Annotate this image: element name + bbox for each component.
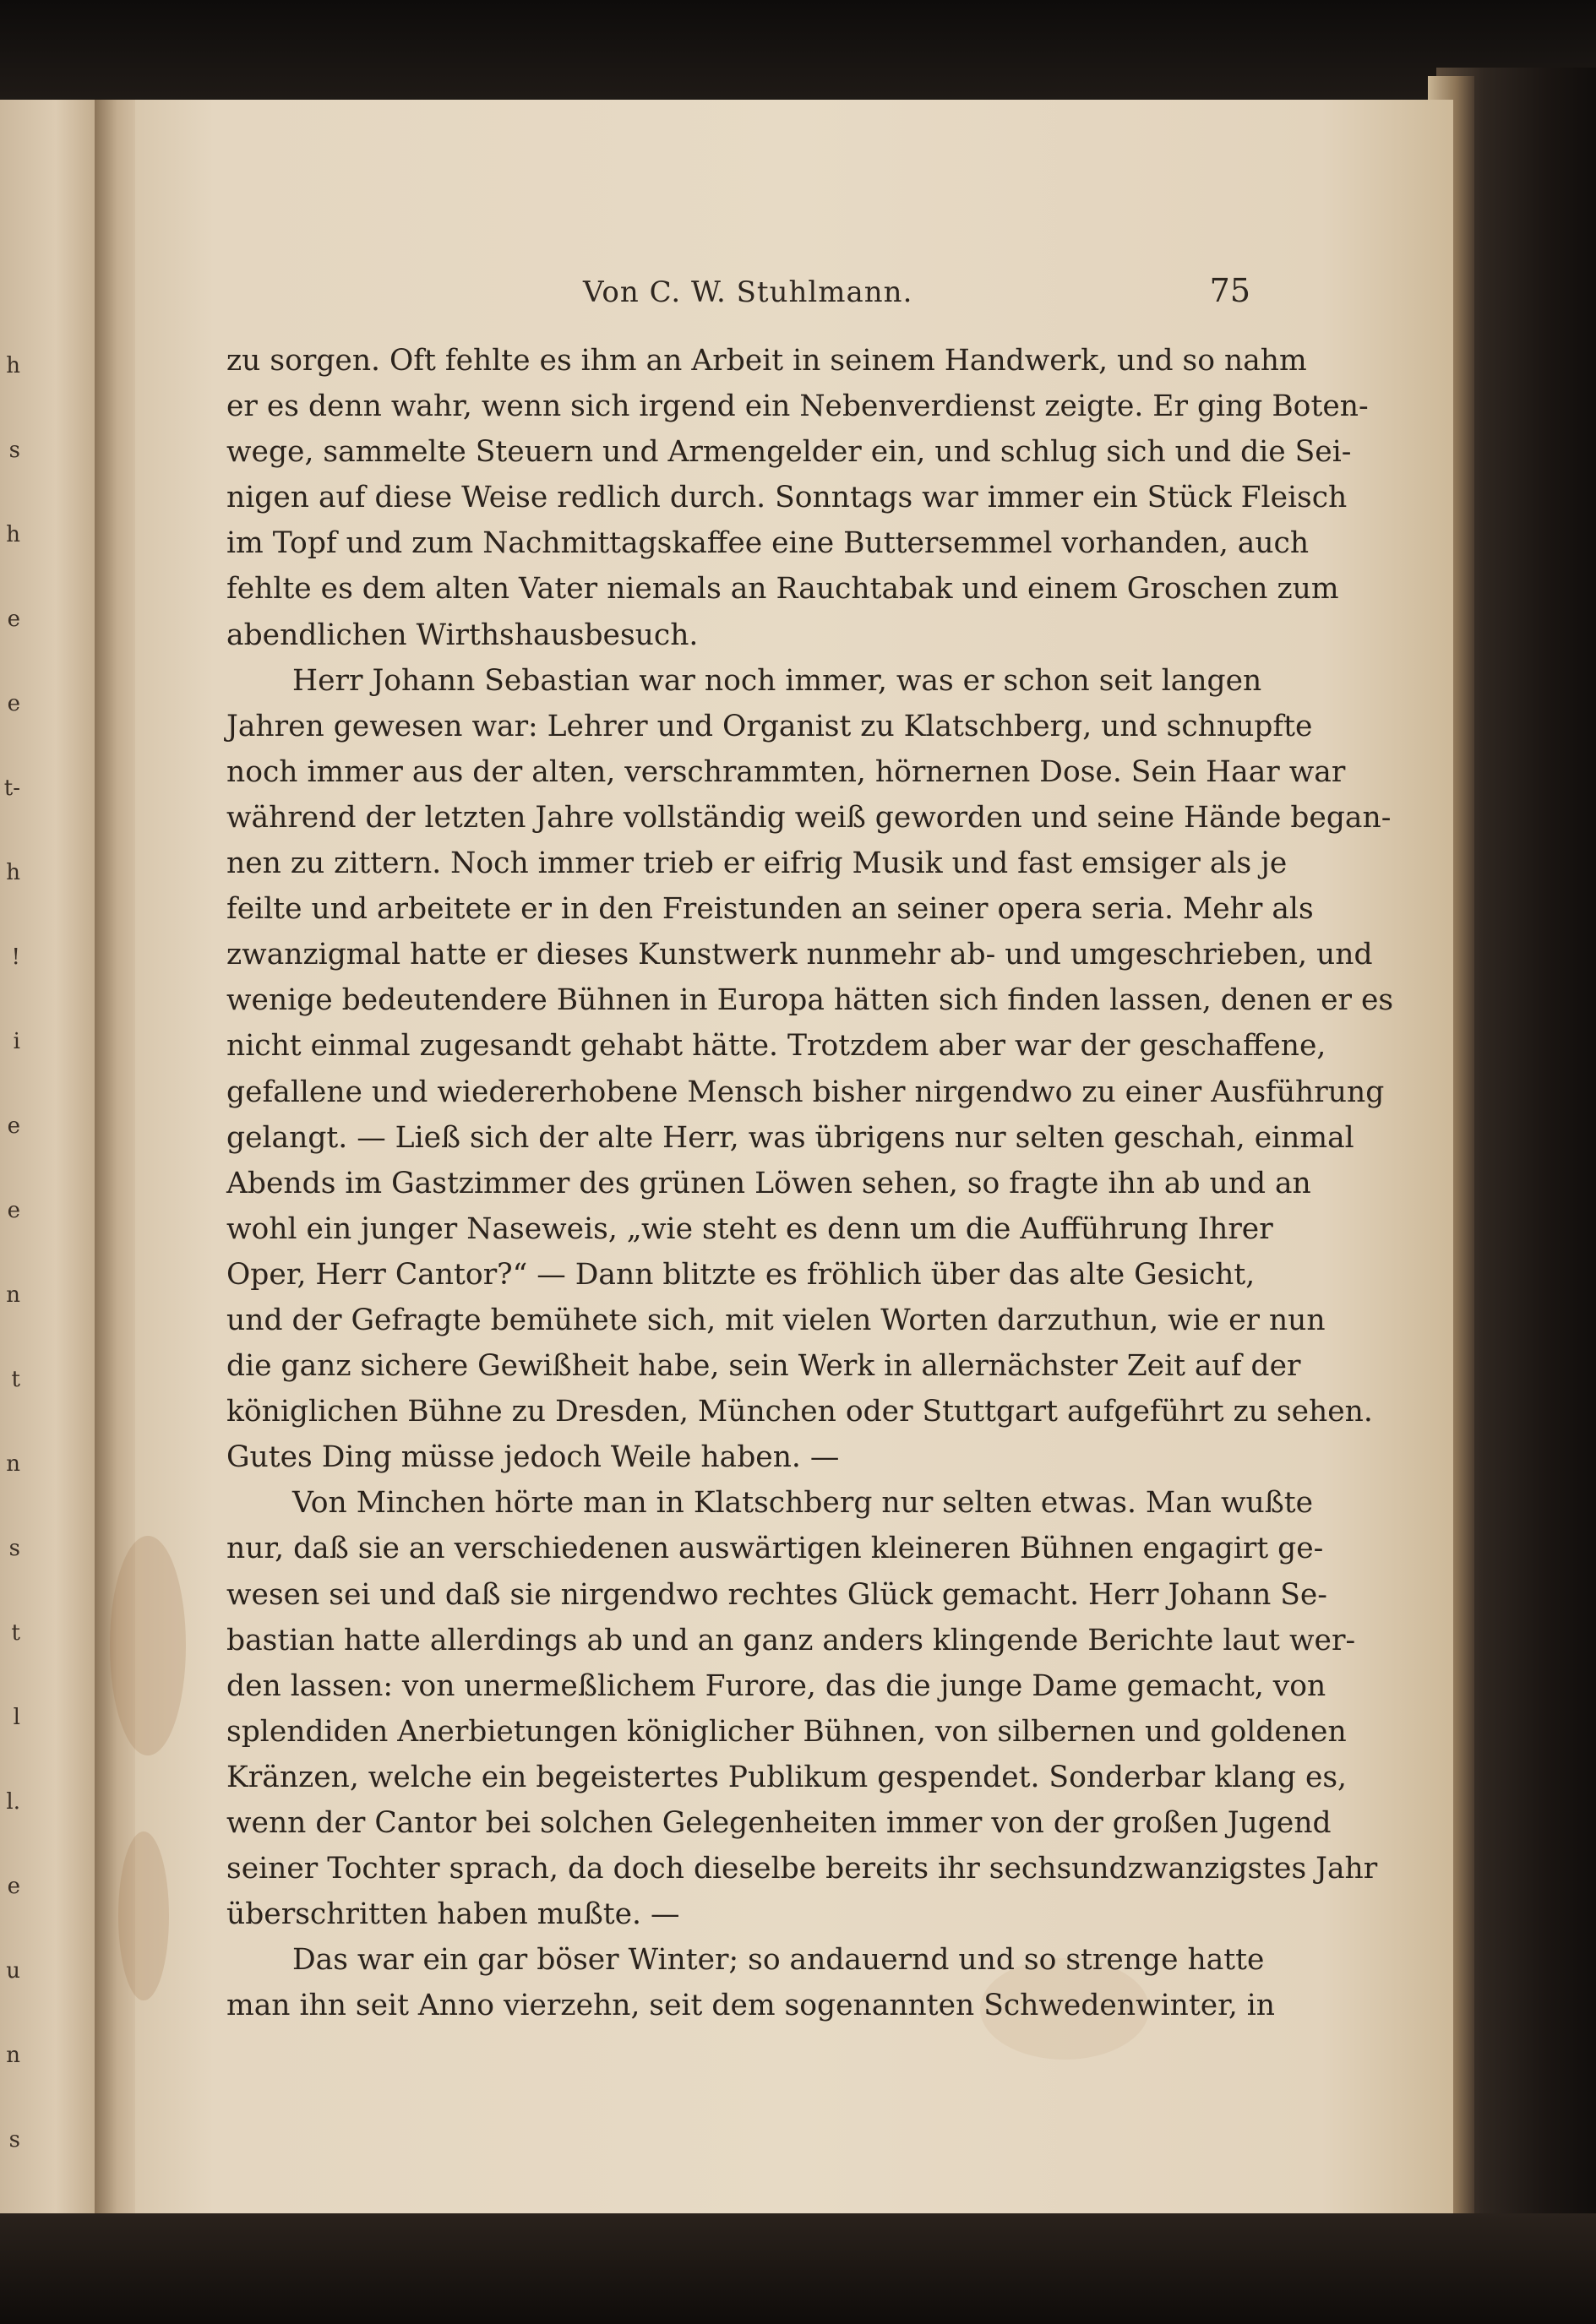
facing-page-fragment: ! — [11, 944, 20, 970]
facing-page-fragment: h — [6, 353, 20, 378]
facing-page-fragment: e — [7, 607, 20, 632]
facing-page-fragment: t- — [3, 776, 20, 801]
facing-page-fragment: n — [6, 1451, 20, 1477]
facing-page-fragment: s — [8, 1536, 20, 1561]
text-line: Gutes Ding müsse jedoch Weile haben. — — [226, 1440, 840, 1475]
facing-page-edge — [0, 100, 101, 2220]
text-line: Abends im Gastzimmer des grünen Löwen sehen, so fragte ihn ab und an — [226, 1166, 1311, 1200]
text-line: wesen sei und daß sie nirgendwo rechtes Glück gemacht. Herr Johann Se- — [226, 1577, 1327, 1612]
text-line: gelangt. — Ließ sich der alte Herr, was übrigens nur selten geschah, einmal — [226, 1120, 1354, 1155]
facing-page-fragment: s — [8, 2127, 20, 2153]
text-line: wohl ein junger Naseweis, „wie steht es denn um die Aufführung Ihrer — [226, 1211, 1273, 1246]
facing-page-fragment: u — [6, 1958, 20, 1984]
text-line: nigen auf diese Weise redlich durch. Sonntags war immer ein Stück Fleisch — [226, 481, 1348, 515]
body-text — [226, 338, 1394, 2028]
text-line: nur, daß sie an verschiedenen auswärtigen kleineren Bühnen engagirt ge- — [226, 1532, 1324, 1566]
facing-page-fragment: h — [6, 522, 20, 547]
facing-page-fragment: n — [6, 1282, 20, 1308]
text-line: bastian hatte allerdings ab und an ganz anders klingende Berichte laut wer- — [226, 1623, 1356, 1657]
background-bottom — [0, 2213, 1596, 2324]
facing-page-fragment: e — [7, 1874, 20, 1899]
text-line: wenn der Cantor bei solchen Gelegenheiten immer von der großen Jugend — [226, 1806, 1332, 1840]
running-head-title: Von C. W. Stuhlmann. — [583, 275, 913, 309]
stain — [118, 1831, 169, 2000]
text-line: königlichen Bühne zu Dresden, München oder Stuttgart aufgeführt zu sehen. — [226, 1395, 1373, 1429]
text-line: er es denn wahr, wenn sich irgend ein Nebenverdienst zeigte. Er ging Boten- — [226, 389, 1369, 424]
stain — [110, 1536, 186, 1755]
text-line: Jahren gewesen war: Lehrer und Organist zu Klatschberg, und schnupfte — [226, 709, 1313, 743]
text-line: feilte und arbeitete er in den Freistunden an seiner opera seria. Mehr als — [226, 892, 1314, 927]
text-line: abendlichen Wirthshausbesuch. — [226, 618, 699, 652]
facing-page-fragment: e — [7, 1198, 20, 1223]
facing-page-fragment: e — [7, 1113, 20, 1139]
text-line: nen zu zittern. Noch immer trieb er eifrig Musik und fast emsiger als je — [226, 846, 1288, 881]
facing-page-fragment: i — [13, 1029, 20, 1054]
text-line: Oper, Herr Cantor?“ — Dann blitzte es fröhlich über das alte Gesicht, — [226, 1257, 1256, 1292]
text-line: während der letzten Jahre vollständig weiß geworden und seine Hände began- — [226, 800, 1392, 835]
facing-page-fragment: h — [6, 860, 20, 885]
page-number: 75 — [1209, 272, 1250, 309]
text-line: überschritten haben mußte. — — [226, 1897, 680, 1932]
facing-page-fragment: l — [13, 1705, 20, 1730]
facing-page-fragment: t — [11, 1620, 20, 1646]
background-top — [0, 0, 1596, 101]
text-line: gefallene und wiedererhobene Mensch bisher nirgendwo zu einer Ausführung — [226, 1075, 1385, 1109]
paragraph-start-line: Das war ein gar böser Winter; so andauernd und so strenge hatte — [292, 1943, 1265, 1978]
text-line: seiner Tochter sprach, da doch dieselbe bereits ihr sechsundzwanzigstes Jahr — [226, 1852, 1378, 1886]
text-line: wege, sammelte Steuern und Armengelder ein, und schlug sich und die Sei- — [226, 435, 1352, 470]
facing-page-fragment: l. — [6, 1789, 20, 1815]
text-line: noch immer aus der alten, verschrammten, hörnernen Dose. Sein Haar war — [226, 754, 1346, 789]
text-line: im Topf und zum Nachmittagskaffee eine Buttersemmel vorhanden, auch — [226, 526, 1310, 561]
paragraph-start-line: Herr Johann Sebastian war noch immer, was er schon seit langen — [292, 663, 1262, 698]
text-line: fehlte es dem alten Vater niemals an Rauchtabak und einem Groschen zum — [226, 572, 1339, 607]
text-line: wenige bedeutendere Bühnen in Europa hätten sich finden lassen, denen er es — [226, 983, 1394, 1018]
text-line: und der Gefragte bemühete sich, mit vielen Worten darzuthun, wie er nun — [226, 1303, 1326, 1337]
running-head — [228, 269, 1250, 319]
text-line: splendiden Anerbietungen königlicher Bühnen, von silbernen und goldenen — [226, 1714, 1347, 1749]
paragraph-start-line: Von Minchen hörte man in Klatschberg nur selten etwas. Man wußte — [292, 1486, 1314, 1521]
text-line: zwanzigmal hatte er dieses Kunstwerk nunmehr ab- und umgeschrieben, und — [226, 938, 1373, 972]
text-line: zu sorgen. Oft fehlte es ihm an Arbeit in seinem Handwerk, und so nahm — [226, 344, 1307, 378]
text-line: man ihn seit Anno vierzehn, seit dem sogenannten Schwedenwinter, in — [226, 1989, 1276, 2023]
text-line: den lassen: von unermeßlichem Furore, das die junge Dame gemacht, von — [226, 1668, 1326, 1703]
facing-page-fragment: e — [7, 691, 20, 716]
facing-page-fragment: n — [6, 2043, 20, 2068]
text-line: Kränzen, welche ein begeistertes Publikum gespendet. Sonderbar klang es, — [226, 1760, 1348, 1794]
text-line: die ganz sichere Gewißheit habe, sein Werk in allernächster Zeit auf der — [226, 1349, 1301, 1384]
text-line: nicht einmal zugesandt gehabt hätte. Trotzdem aber war der geschaffene, — [226, 1029, 1326, 1064]
facing-page-fragment: s — [8, 438, 20, 463]
facing-page-fragment: t — [11, 1367, 20, 1392]
